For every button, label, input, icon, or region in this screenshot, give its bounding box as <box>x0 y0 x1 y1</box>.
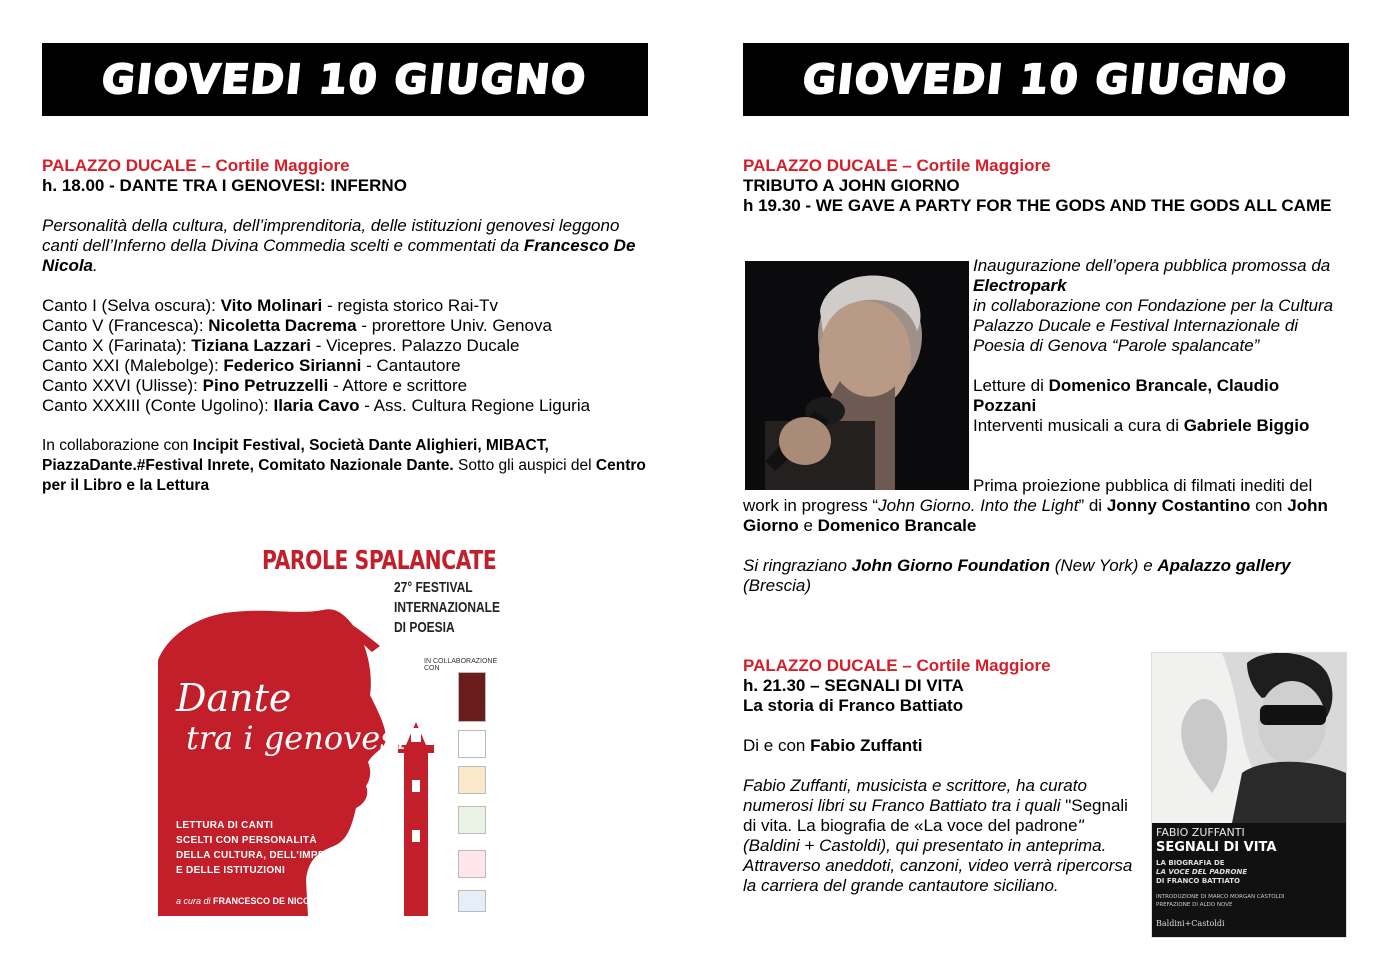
john-giorno-photo <box>745 261 969 490</box>
poster-collab-label: IN COLLABORAZIONE CON <box>424 658 498 672</box>
logo-icon <box>458 806 486 834</box>
event-subtitle: La storia di Franco Battiato <box>743 696 964 715</box>
event-time-title: h. 18.00 - DANTE TRA I GENOVESI: INFERNO <box>42 176 407 195</box>
event-battiato <box>743 656 1143 896</box>
date-banner-right <box>743 43 1349 116</box>
date-banner-left <box>42 43 648 116</box>
inauguration-text: Inaugurazione dell’opera pubblica promossa da Electropark in collaborazione con Fondazione per la Cultura Palazzo Ducale e Festival Internazionale di Poesia di Genova “Parole spalancate” <box>973 256 1334 355</box>
canto-item: Canto XXXIII (Conte Ugolino): Ilaria Cavo - Ass. Cultura Regione Liguria <box>42 396 591 415</box>
canto-item: Canto XXVI (Ulisse): Pino Petruzzelli - Attore e scrittore <box>42 376 468 395</box>
projection-text: Prima proiezione pubblica di filmati inediti del work in progress “John Giorno. Into the Light” di Jonny Costantino con John Giorno e Domenico Brancale <box>743 476 1328 535</box>
canto-item: Canto I (Selva oscura): Vito Molinari - regista storico Rai-Tv <box>42 296 498 315</box>
logo-icon <box>458 730 486 758</box>
canto-item: Canto X (Farinata): Tiziana Lazzari - Vicepres. Palazzo Ducale <box>42 336 520 355</box>
date-banner-text: GIOVEDI 10 GIUGNO <box>100 56 590 103</box>
canto-item: Canto V (Francesca): Nicoletta Dacrema - prorettore Univ. Genova <box>42 316 552 335</box>
event-time-title: h. 21.30 – SEGNALI DI VITA <box>743 676 964 695</box>
logo-icon <box>458 672 486 722</box>
poster-curator: a cura di FRANCESCO DE NICOLA <box>176 896 323 906</box>
curator-name: Francesco De Nicola <box>42 236 636 275</box>
canto-item: Canto XXI (Malebolge): Federico Sirianni - Cantautore <box>42 356 461 375</box>
event-dante <box>42 156 652 496</box>
venue-label: PALAZZO DUCALE – Cortile Maggiore <box>42 156 350 175</box>
poster-festival: 27° FESTIVAL INTERNAZIONALE DI POESIA <box>394 579 500 636</box>
music-interventions: Interventi musicali a cura di Gabriele Biggio <box>973 416 1310 435</box>
book-cover <box>1151 652 1347 938</box>
event-time-title: h 19.30 - WE GAVE A PARTY FOR THE GODS AND THE GODS ALL CAME <box>743 196 1332 215</box>
dante-poster <box>158 540 506 916</box>
tribute-title: TRIBUTO A JOHN GIORNO <box>743 176 960 195</box>
date-banner-text: GIOVEDI 10 GIUGNO <box>801 56 1291 103</box>
logo-icon <box>458 890 486 912</box>
venue-label: PALAZZO DUCALE – Cortile Maggiore <box>743 156 1051 175</box>
venue-label: PALAZZO DUCALE – Cortile Maggiore <box>743 656 1051 675</box>
book-cover-band: FABIO ZUFFANTI SEGNALI DI VITA LA BIOGRAFIA DE LA VOCE DEL PADRONE DI FRANCO BATTIATO INTRODUZIONE DI MARCO MORGAN CASTOLDI PREFAZIONE DI ALDO NOVE Baldini+Castoldi <box>1152 823 1346 937</box>
acknowledgements: Si ringraziano John Giorno Foundation (New York) e Apalazzo gallery (Brescia) <box>743 556 1291 595</box>
readings: Letture di Domenico Brancale, Claudio Pozzani <box>973 376 1280 415</box>
poster-dante-title: Dante tra i genovesi <box>176 676 407 757</box>
event-giorno-side <box>973 256 1343 436</box>
logo-icon <box>458 766 486 794</box>
event-giorno-header <box>743 156 1343 216</box>
poster-title: PAROLE SPALANCATE <box>262 546 497 576</box>
poster-lettura: LETTURA DI CANTI SCELTI CON PERSONALITÀ DELLA CULTURA, DELL’IMPRESA E DELLE ISTITUZIONI <box>176 820 347 876</box>
collaboration-note: In collaborazione con Incipit Festival, Società Dante Alighieri, MIBACT, PiazzaDante.#Festival Inrete, Comitato Nazionale Dante. Sotto gli auspici del Centro per il Libro e la Lettura <box>42 437 646 494</box>
author-line: Di e con Fabio Zuffanti <box>743 736 923 755</box>
event-description: Personalità della cultura, dell’imprenditoria, delle istituzioni genovesi leggono canti dell’Inferno della Divina Commedia scelti e commentati da Francesco De Nicola. <box>42 216 636 275</box>
logo-icon <box>458 850 486 878</box>
canto-list <box>42 296 652 416</box>
event-description: Fabio Zuffanti, musicista e scrittore, ha curato numerosi libri su Franco Battiato tra i quali "Segnali di vita. La biografia de «La voce del padrone" (Baldini + Castoldi), qui presentato in anteprima. Attraverso aneddoti, canzoni, video verrà ripercorsa la carriera del grande cantautore siciliano. <box>743 776 1133 895</box>
